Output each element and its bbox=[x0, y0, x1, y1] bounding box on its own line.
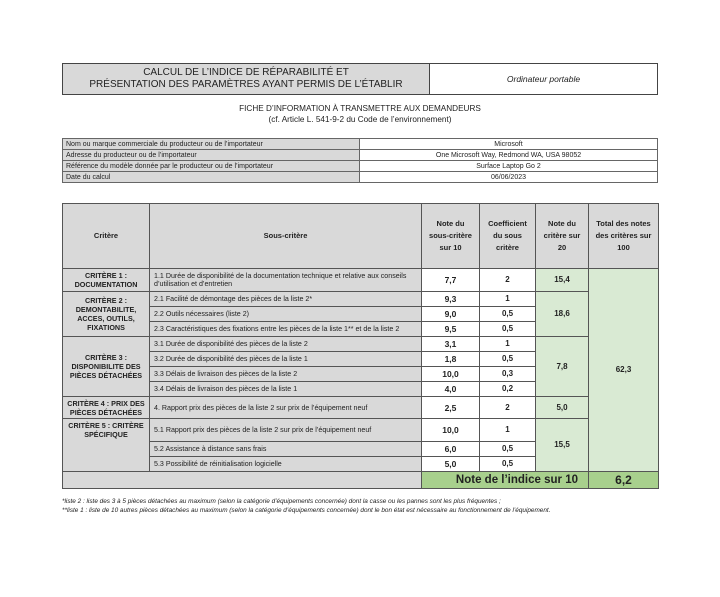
sub-criterion-note: 4,0 bbox=[422, 382, 480, 397]
table-row bbox=[63, 397, 659, 419]
info-row bbox=[63, 139, 658, 150]
header-title-line1: CALCUL DE L’INDICE DE RÉPARABILITÉ ET bbox=[143, 67, 349, 78]
sub-criterion-label: 4. Rapport prix des pièces de la liste 2 sur prix de l’équipement neuf bbox=[150, 397, 422, 419]
critere-note: 15,5 bbox=[536, 419, 589, 472]
sub-criterion-coef: 1 bbox=[480, 337, 536, 352]
info-value: Microsoft bbox=[360, 139, 658, 150]
footnotes bbox=[62, 498, 682, 515]
table-header-row bbox=[63, 204, 659, 269]
col-header-sous-critere: Sous-critère bbox=[150, 204, 422, 269]
repairability-table bbox=[62, 203, 659, 489]
info-value: One Microsoft Way, Redmond WA, USA 98052 bbox=[360, 150, 658, 161]
sub-criterion-coef: 0,5 bbox=[480, 352, 536, 367]
blank-cell bbox=[63, 472, 422, 489]
info-value: 06/06/2023 bbox=[360, 172, 658, 183]
critere-note: 18,6 bbox=[536, 292, 589, 337]
info-row bbox=[63, 172, 658, 183]
producer-info-table bbox=[62, 138, 658, 183]
sub-criterion-coef: 0,5 bbox=[480, 307, 536, 322]
sub-criterion-note: 3,1 bbox=[422, 337, 480, 352]
header-table bbox=[62, 63, 658, 95]
critere-4-label: CRITÈRE 4 : PRIX DES PIÈCES DÉTACHÉES bbox=[63, 397, 150, 419]
header-title bbox=[63, 64, 430, 95]
critere-5-label: CRITÈRE 5 : CRITÈRE SPÉCIFIQUE bbox=[63, 419, 150, 472]
table-row bbox=[63, 337, 659, 352]
sub-criterion-note: 9,0 bbox=[422, 307, 480, 322]
fiche-heading bbox=[62, 104, 658, 125]
sub-criterion-coef: 0,3 bbox=[480, 367, 536, 382]
info-label: Adresse du producteur ou de l’importateur bbox=[63, 150, 360, 161]
critere-note: 5,0 bbox=[536, 397, 589, 419]
sub-criterion-note: 1,8 bbox=[422, 352, 480, 367]
sub-criterion-note: 9,3 bbox=[422, 292, 480, 307]
sub-criterion-label: 5.2 Assistance à distance sans frais bbox=[150, 442, 422, 457]
fiche-reference: (cf. Article L. 541-9-2 du Code de l’environnement) bbox=[268, 114, 452, 124]
sub-criterion-coef: 1 bbox=[480, 292, 536, 307]
sub-criterion-label: 2.3 Caractéristiques des fixations entre les pièces de la liste 1** et de la liste 2 bbox=[150, 322, 422, 337]
critere-note: 15,4 bbox=[536, 269, 589, 292]
info-label: Date du calcul bbox=[63, 172, 360, 183]
final-score-label: Note de l’indice sur 10 bbox=[422, 472, 589, 489]
sub-criterion-label: 2.1 Facilité de démontage des pièces de la liste 2* bbox=[150, 292, 422, 307]
sub-criterion-note: 10,0 bbox=[422, 419, 480, 442]
col-header-note-critere: Note du critère sur 20 bbox=[536, 204, 589, 269]
sub-criterion-label: 3.3 Délais de livraison des pièces de la liste 2 bbox=[150, 367, 422, 382]
sub-criterion-coef: 1 bbox=[480, 419, 536, 442]
sub-criterion-label: 5.3 Possibilité de réinitialisation logicielle bbox=[150, 457, 422, 472]
info-row bbox=[63, 161, 658, 172]
info-label: Nom ou marque commerciale du producteur ou de l’importateur bbox=[63, 139, 360, 150]
sub-criterion-coef: 0,5 bbox=[480, 457, 536, 472]
critere-note: 7,8 bbox=[536, 337, 589, 397]
col-header-critere: Critère bbox=[63, 204, 150, 269]
fiche-title: FICHE D’INFORMATION À TRANSMETTRE AUX DEMANDEURS bbox=[239, 104, 481, 113]
sub-criterion-note: 9,5 bbox=[422, 322, 480, 337]
sub-criterion-note: 10,0 bbox=[422, 367, 480, 382]
info-label: Référence du modèle donnée par le producteur ou de l’importateur bbox=[63, 161, 360, 172]
table-row bbox=[63, 269, 659, 292]
col-header-note-sous: Note du sous-critère sur 10 bbox=[422, 204, 480, 269]
sub-criterion-label: 3.4 Délais de livraison des pièces de la liste 1 bbox=[150, 382, 422, 397]
sub-criterion-note: 6,0 bbox=[422, 442, 480, 457]
info-row bbox=[63, 150, 658, 161]
col-header-total: Total des notes des critères sur 100 bbox=[589, 204, 659, 269]
final-score-value: 6,2 bbox=[589, 472, 659, 489]
critere-3-label: CRITÈRE 3 : DISPONIBILITE DES PIÈCES DÉTACHÉES bbox=[63, 337, 150, 397]
sub-criterion-coef: 0,5 bbox=[480, 322, 536, 337]
critere-1-label: CRITÈRE 1 : DOCUMENTATION bbox=[63, 269, 150, 292]
sub-criterion-coef: 0,2 bbox=[480, 382, 536, 397]
sub-criterion-note: 7,7 bbox=[422, 269, 480, 292]
sub-criterion-label: 3.2 Durée de disponibilité des pièces de la liste 1 bbox=[150, 352, 422, 367]
sub-criterion-note: 2,5 bbox=[422, 397, 480, 419]
final-score-row bbox=[63, 472, 659, 489]
table-row bbox=[63, 419, 659, 442]
footnote-liste-1: **liste 1 : liste de 10 autres pièces détachées au maximum (selon la catégorie d’équipements concernée) dont le bon état est nécessaire au fonctionnement de l’équipement. bbox=[62, 506, 551, 514]
sub-criterion-coef: 2 bbox=[480, 269, 536, 292]
footnote-liste-2: *liste 2 : liste des 3 à 5 pièces détachées au maximum (selon la catégorie d’équipements concernée) dont la casse ou les pannes sont les plus fréquentes ; bbox=[62, 498, 501, 505]
sub-criterion-label: 1.1 Durée de disponibilité de la documentation technique et relative aux conseils d’utilisation et d’entretien bbox=[150, 269, 422, 292]
header-title-line2: PRÉSENTATION DES PARAMÈTRES AYANT PERMIS DE L’ÉTABLIR bbox=[89, 79, 403, 90]
sub-criterion-label: 3.1 Durée de disponibilité des pièces de la liste 2 bbox=[150, 337, 422, 352]
sub-criterion-coef: 0,5 bbox=[480, 442, 536, 457]
sub-criterion-label: 5.1 Rapport prix des pièces de la liste 2 sur prix de l’équipement neuf bbox=[150, 419, 422, 442]
col-header-coef: Coefficient du sous critère bbox=[480, 204, 536, 269]
sub-criterion-note: 5,0 bbox=[422, 457, 480, 472]
table-row bbox=[63, 292, 659, 307]
sub-criterion-coef: 2 bbox=[480, 397, 536, 419]
total-score-100: 62,3 bbox=[589, 269, 659, 472]
critere-2-label: CRITÈRE 2 : DEMONTABILITE, ACCES, OUTILS, FIXATIONS bbox=[63, 292, 150, 337]
info-value: Surface Laptop Go 2 bbox=[360, 161, 658, 172]
product-category: Ordinateur portable bbox=[430, 64, 658, 95]
sub-criterion-label: 2.2 Outils nécessaires (liste 2) bbox=[150, 307, 422, 322]
